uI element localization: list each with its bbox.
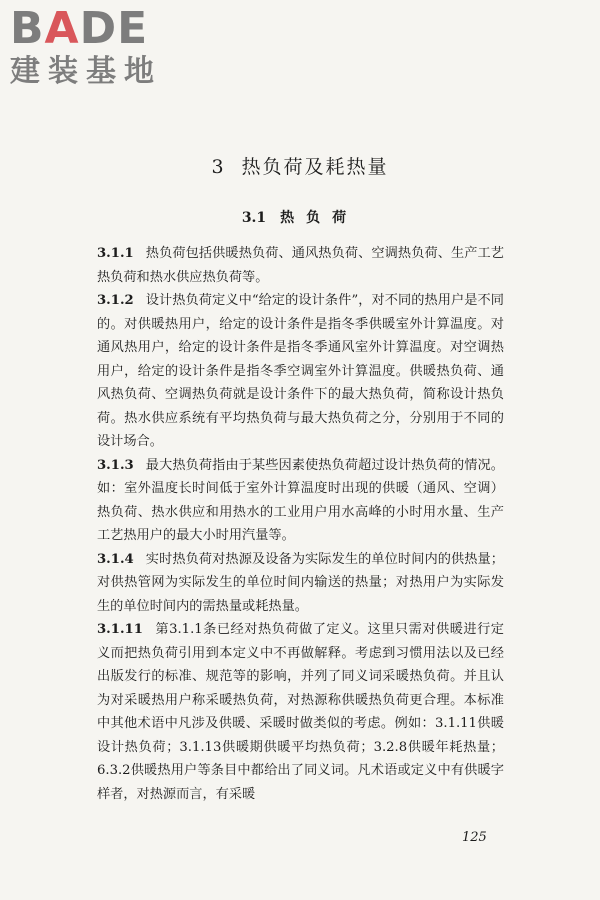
chapter-number: 3 [211, 156, 226, 178]
watermark-brand [10, 3, 162, 54]
paragraph-number: 3.1.2 [97, 293, 134, 308]
paragraph-text: 设计热负荷定义中“给定的设计条件”，对不同的热用户是不同的。对供暖热用户，给定的设计条件是指冬季供暖室外计算温度。对通风热用户，给定的设计条件是指冬季通风室外计算温度。对空调热用户，给定的设计条件是指冬季空调室外计算温度。供暖热负荷、通风热负荷、空调热负荷就是设计条件下的最大热负荷，简称设计热负荷。热水供应系统有平均热负荷与最大热负荷之分，分别用于不同的设计场合。 [97, 293, 504, 449]
section-heading [0, 207, 600, 227]
paragraph-number: 3.1.4 [97, 551, 134, 567]
paragraph-3-1-4 [97, 548, 504, 619]
chapter-title: 热负荷及耗热量 [241, 156, 389, 178]
watermark-brand-a: A [44, 3, 80, 54]
paragraph-text: 实时热负荷对热源及设备为实际发生的单位时间内的供热量；对供热管网为实际发生的单位时间内输送的热量；对热用户为实际发生的单位时间内的需热量或耗热量。 [97, 551, 504, 614]
section-title: 热负荷 [280, 210, 359, 226]
watermark-brand-b: B [10, 3, 45, 54]
chapter-heading [0, 152, 600, 179]
paragraph-text: 热负荷包括供暖热负荷、通风热负荷、空调热负荷、生产工艺热负荷和热水供应热负荷等。 [97, 246, 504, 285]
paragraph-number: 3.1.11 [97, 622, 143, 637]
paragraph-3-1-11 [97, 618, 504, 806]
watermark-brand-rest: DE [79, 3, 149, 54]
paragraph-3-1-3 [97, 454, 504, 548]
paragraph-number: 3.1.1 [97, 246, 134, 261]
page-number: 125 [462, 830, 487, 845]
paragraph-text: 第3.1.1条已经对热负荷做了定义。这里只需对供暖进行定义而把热负荷引用到本定义中不再做解释。考虑到习惯用法以及已经出版发行的标准、规范等的影响，并列了同义词采暖热负荷。并且认为对采暖热用户称采暖热负荷，对热源称供暖热负荷更合理。本标准中其他术语中凡涉及供暖、采暖时做类似的考虑。例如：3.1.11供暖设计热负荷；3.1.13供暖期供暖平均热负荷；3.2.8供暖年耗热量；6.3.2供暖热用户等条目中都给出了同义词。凡术语或定义中有供暖字样者，对热源而言，有采暖 [97, 622, 504, 802]
paragraph-3-1-2 [97, 289, 504, 454]
paragraph-text: 最大热负荷指由于某些因素使热负荷超过设计热负荷的情况。如：室外温度长时间低于室外计算温度时出现的供暖（通风、空调）热负荷、热水供应和用热水的工业用户用水高峰的小时用水量、生产工艺热用户的最大小时用汽量等。 [97, 457, 504, 543]
watermark-logo [10, 3, 162, 90]
watermark-subtitle: 建装基地 [10, 54, 162, 89]
paragraph-3-1-1 [97, 242, 504, 289]
body-text [97, 242, 504, 806]
section-number: 3.1 [241, 210, 267, 226]
paragraph-number: 3.1.3 [97, 457, 134, 473]
